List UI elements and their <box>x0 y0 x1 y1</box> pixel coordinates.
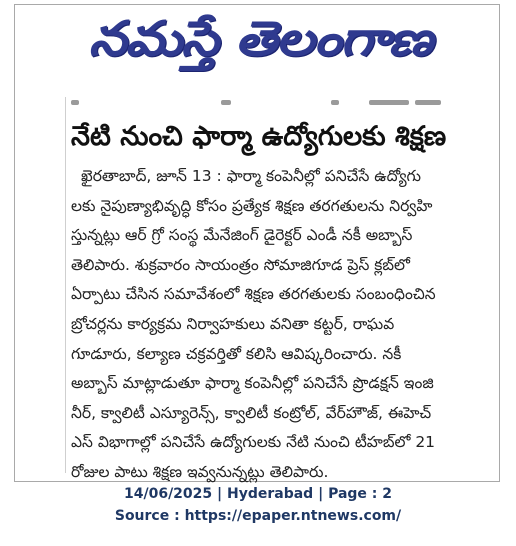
article-line: బ్రోచర్లను కార్యక్రమ నిర్వాహకులు వనితా కట్టర్, రాఘవ <box>71 314 395 333</box>
article-body <box>71 162 495 488</box>
article-line: స్తున్నట్లు ఆర్ గ్రో సంస్థ మేనేజింగ్ డైరెక్టర్ ఎండీ నకీ అబ్బాస్ <box>71 226 413 245</box>
article-line: లకు నైపుణ్యాభివృద్ధి కోసం ప్రత్యేక శిక్షణ తరగతులను నిర్వహి <box>71 196 433 215</box>
article-line: తెలిపారు. శుక్రవారం సాయంత్రం సోమాజిగూడ ప్రెస్ క్లబ్‌లో <box>71 255 410 274</box>
column-rule <box>65 97 66 473</box>
source-caption: Source : https://epaper.ntnews.com/ <box>114 508 402 524</box>
date-edition-caption: 14/06/2025 | Hyderabad | Page : 2 <box>123 486 393 502</box>
clipping-frame <box>14 4 500 482</box>
masthead-title: నమస్తే తెలంగాణ <box>88 11 432 67</box>
article-line: ఎస్ విభాగాల్లో పనిచేసే ఉద్యోగులకు నేటి నుంచి టీహబ్‌లో 21 <box>71 433 436 452</box>
clipped-text-remnant <box>71 98 499 108</box>
newspaper-masthead <box>55 11 465 79</box>
article-line: ఖైరతాబాద్, జూన్ 13 : ఫార్మా కంపెనీల్లో పనిచేసే ఉద్యోగు <box>81 167 421 185</box>
article-line: రోజుల పాటు శిక్షణ ఇవ్వనున్నట్లు తెలిపారు. <box>71 462 329 481</box>
article-headline: నేటి నుంచి ఫార్మా ఉద్యోగులకు శిక్షణ <box>71 121 447 152</box>
article-line: అబ్బాస్ మాట్లాడుతూ ఫార్మా కంపెనీల్లో పనిచేసే ప్రొడక్షన్ ఇంజి <box>71 374 434 393</box>
article-line: ఏర్పాటు చేసిన సమావేశంలో శిక్షణ తరగతులకు సంబంధించిన <box>71 285 436 304</box>
article-line: నీర్, క్వాలిటీ ఎస్యూరెన్స్, క్వాలిటీ కంట్రోల్, వేర్‌హౌజ్, ఈహెచ్ <box>71 403 432 422</box>
article-line: గూడూరు, కల్యాణ చక్రవర్తితో కలిసి ఆవిష్కరించారు. నకీ <box>71 344 402 363</box>
